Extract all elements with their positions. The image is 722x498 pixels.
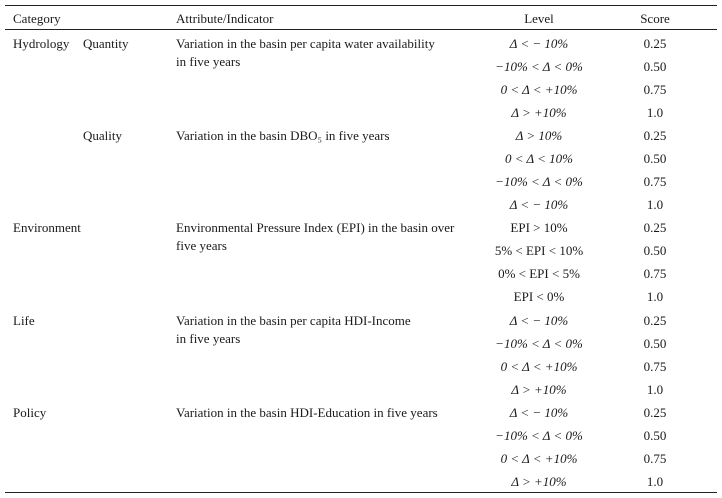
score-cell: 1.0 bbox=[646, 197, 664, 212]
level-cell: 5% < EPI < 10% bbox=[494, 243, 584, 258]
level-cell: 0 < Δ < +10% bbox=[500, 451, 578, 466]
attribute-line: Environmental Pressure Index (EPI) in the basin over bbox=[176, 220, 455, 235]
level-cell: Δ > +10% bbox=[511, 105, 567, 120]
level-cell: −10% < Δ < 0% bbox=[495, 336, 583, 351]
attribute-line: five years bbox=[176, 238, 227, 253]
score-cell: 0.25 bbox=[643, 220, 667, 235]
score-cell: 0.50 bbox=[643, 336, 667, 351]
attribute-line: Variation in the basin per capita water availability bbox=[176, 36, 435, 51]
subcategory-cell: Quality bbox=[83, 128, 122, 143]
attribute-line: in five years bbox=[176, 331, 241, 346]
category-cell: Hydrology bbox=[13, 36, 70, 51]
header-category: Category bbox=[13, 11, 61, 26]
attribute-line: in five years bbox=[176, 54, 241, 69]
header-score: Score bbox=[640, 11, 670, 26]
score-cell: 1.0 bbox=[646, 289, 664, 304]
level-cell: −10% < Δ < 0% bbox=[495, 59, 583, 74]
top-rule bbox=[5, 5, 717, 6]
score-cell: 0.75 bbox=[643, 266, 667, 281]
attribute-line: Variation in the basin DBO₅ in five years bbox=[176, 128, 390, 143]
score-cell: 1.0 bbox=[646, 474, 664, 489]
bottom-rule bbox=[5, 492, 717, 493]
level-cell: 0 < Δ < +10% bbox=[500, 359, 578, 374]
score-cell: 0.75 bbox=[643, 82, 667, 97]
level-cell: Δ < − 10% bbox=[509, 405, 569, 420]
category-cell: Environment bbox=[13, 220, 81, 235]
attribute-line: Variation in the basin HDI-Education in five years bbox=[176, 405, 438, 420]
score-cell: 0.75 bbox=[643, 174, 667, 189]
score-cell: 0.50 bbox=[643, 151, 667, 166]
score-cell: 1.0 bbox=[646, 105, 664, 120]
level-cell: EPI > 10% bbox=[510, 220, 568, 235]
score-cell: 0.25 bbox=[643, 36, 667, 51]
level-cell: EPI < 0% bbox=[513, 289, 565, 304]
score-cell: 0.50 bbox=[643, 428, 667, 443]
level-cell: −10% < Δ < 0% bbox=[495, 174, 583, 189]
level-cell: Δ > 10% bbox=[515, 128, 563, 143]
header-rule bbox=[5, 29, 717, 30]
score-cell: 0.25 bbox=[643, 405, 667, 420]
score-cell: 0.75 bbox=[643, 451, 667, 466]
category-cell: Policy bbox=[13, 405, 47, 420]
header-attribute: Attribute/Indicator bbox=[176, 11, 274, 26]
category-cell: Life bbox=[13, 313, 35, 328]
attribute-line: Variation in the basin per capita HDI-Income bbox=[176, 313, 411, 328]
level-cell: Δ > +10% bbox=[511, 474, 567, 489]
level-cell: 0 < Δ < 10% bbox=[504, 151, 574, 166]
score-cell: 0.50 bbox=[643, 59, 667, 74]
level-cell: Δ < − 10% bbox=[509, 197, 569, 212]
header-level: Level bbox=[524, 11, 554, 26]
level-cell: Δ < − 10% bbox=[509, 313, 569, 328]
level-cell: −10% < Δ < 0% bbox=[495, 428, 583, 443]
level-cell: Δ < − 10% bbox=[509, 36, 569, 51]
level-cell: Δ > +10% bbox=[511, 382, 567, 397]
level-cell: 0% < EPI < 5% bbox=[498, 266, 580, 281]
subcategory-cell: Quantity bbox=[83, 36, 129, 51]
score-cell: 0.75 bbox=[643, 359, 667, 374]
score-cell: 0.50 bbox=[643, 243, 667, 258]
score-cell: 0.25 bbox=[643, 128, 667, 143]
level-cell: 0 < Δ < +10% bbox=[500, 82, 578, 97]
score-cell: 0.25 bbox=[643, 313, 667, 328]
score-cell: 1.0 bbox=[646, 382, 664, 397]
